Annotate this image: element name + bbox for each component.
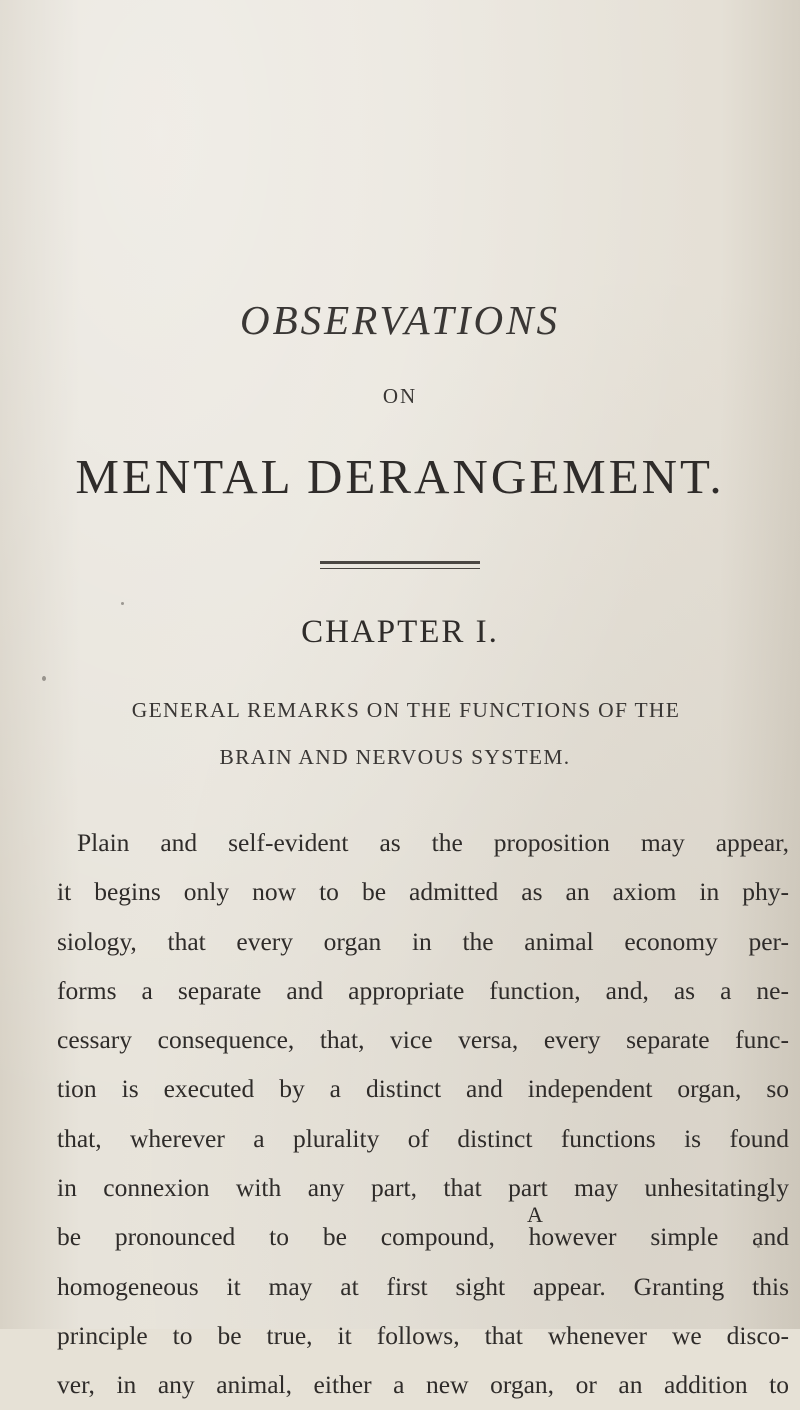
title-connector: ON (382, 384, 418, 408)
body-line: in connexion with any part, that part may unhesitatingly (57, 1173, 789, 1203)
book-title: OBSERVATIONS (240, 297, 560, 343)
body-line: siology, that every organ in the animal economy per- (57, 926, 789, 956)
body-line: that, wherever a plurality of distinct functions is found (57, 1123, 789, 1153)
body-line: principle to be true, it follows, that whenever we disco- (57, 1320, 789, 1350)
body-line: Plain and self-evident as the proposition may appear, (77, 828, 789, 857)
rule-thin-line (320, 568, 480, 569)
rule-thick-line (320, 561, 480, 564)
paper-speck (121, 602, 124, 605)
chapter-heading: CHAPTER I. (301, 614, 499, 650)
paper-speck (42, 676, 46, 681)
body-line: tion is executed by a distinct and independent organ, so (57, 1074, 789, 1104)
ornamental-rule (320, 561, 480, 570)
catchword: A (527, 1202, 543, 1227)
body-line: ver, in any animal, either a new organ, or an addition to (57, 1370, 789, 1400)
body-line: be pronounced to be compound, however simple and (57, 1222, 789, 1252)
chapter-subtitle-line-2: BRAIN AND NERVOUS SYSTEM. (219, 745, 571, 769)
body-line: cessary consequence, that, vice versa, every separate func- (57, 1025, 789, 1055)
book-subject: MENTAL DERANGEMENT. (75, 449, 725, 504)
body-paragraph (57, 818, 789, 1410)
body-line: homogeneous it may at first sight appear. Granting this (57, 1271, 789, 1301)
body-line: forms a separate and appropriate function, and, as a ne- (57, 975, 789, 1005)
chapter-subtitle-line-1: GENERAL REMARKS ON THE FUNCTIONS OF THE (131, 698, 681, 722)
body-line: it begins only now to be admitted as an axiom in phy- (57, 877, 789, 907)
